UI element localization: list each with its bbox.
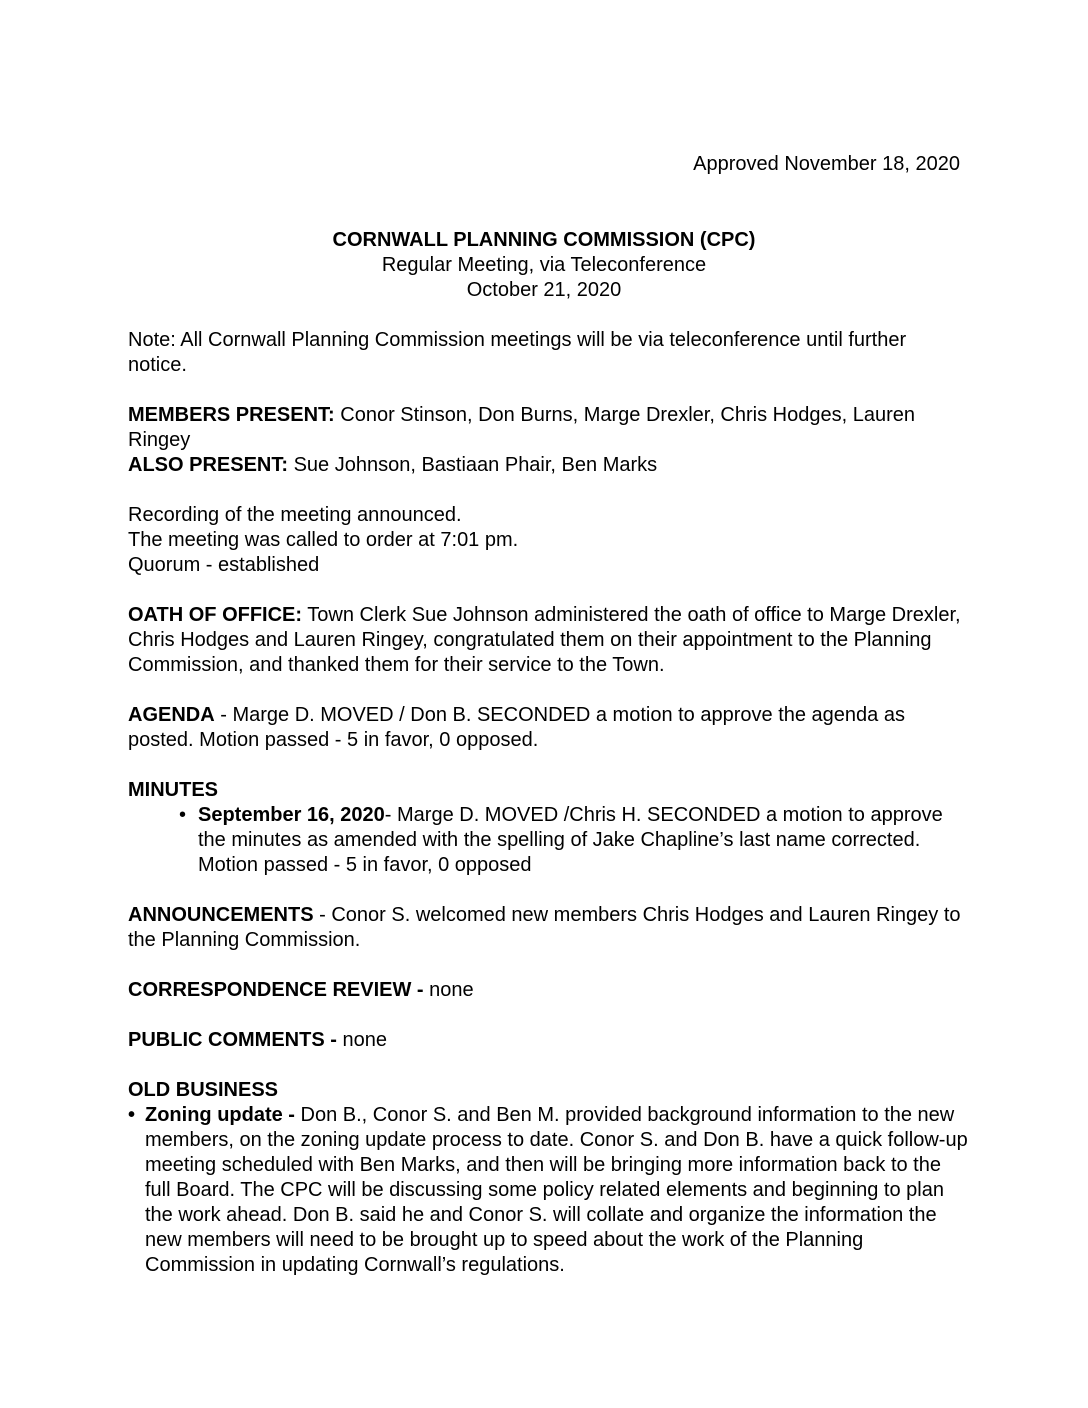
old-business-item-label: Zoning update - bbox=[145, 1104, 301, 1126]
minutes-item-label: September 16, 2020 bbox=[198, 804, 385, 826]
members-present-text: Conor Stinson, Don Burns, Marge Drexler, Chris Hodges, Lauren Ringey bbox=[128, 404, 915, 451]
minutes-item bbox=[179, 803, 968, 878]
also-present-label: ALSO PRESENT: bbox=[128, 454, 289, 476]
bullet-icon: • bbox=[128, 1104, 136, 1126]
minutes-section bbox=[128, 778, 968, 878]
also-present-text: Sue Johnson, Bastiaan Phair, Ben Marks bbox=[288, 454, 658, 476]
public-comments-label: PUBLIC COMMENTS - bbox=[128, 1029, 337, 1051]
members-present-label: MEMBERS PRESENT: bbox=[128, 404, 335, 426]
meeting-date: October 21, 2020 bbox=[466, 279, 622, 301]
old-business-section bbox=[128, 1078, 968, 1278]
oath-label: OATH OF OFFICE: bbox=[128, 604, 303, 626]
old-business-item bbox=[128, 1103, 968, 1278]
correspondence-text: none bbox=[423, 979, 474, 1001]
announcements-label: ANNOUNCEMENTS bbox=[128, 904, 314, 926]
oath-section bbox=[128, 603, 968, 678]
approval-note: Approved November 18, 2020 bbox=[693, 153, 960, 175]
agenda-section bbox=[128, 703, 968, 753]
correspondence-label: CORRESPONDENCE REVIEW - bbox=[128, 979, 424, 1001]
public-comments-section bbox=[128, 1028, 968, 1053]
minutes-item-text: - Marge D. MOVED /Chris H. SECONDED a motion to approve the minutes as amended with the spelling of Jake Chapline’s last name corrected. Motion passed - 5 in favor, 0 opposed bbox=[198, 804, 943, 876]
announcements-text: - Conor S. welcomed new members Chris Hodges and Lauren Ringey to the Planning Commission. bbox=[128, 904, 961, 951]
opening-line: Recording of the meeting announced. bbox=[128, 504, 462, 526]
opening-line: The meeting was called to order at 7:01 pm. bbox=[128, 529, 519, 551]
also-present-section bbox=[128, 453, 968, 478]
document-header bbox=[0, 228, 1088, 303]
minutes-label: MINUTES bbox=[128, 779, 218, 801]
public-comments-text: none bbox=[336, 1029, 387, 1051]
document-body bbox=[128, 328, 968, 1278]
old-business-item-text: Don B., Conor S. and Ben M. provided background information to the new members, on the zoning update process to date. Conor S. and Don B. have a quick follow-up meeting scheduled with Ben Marks, and then will be bringing more information back to the full Board. The CPC will be discussing some policy related elements and beginning to plan the work ahead. Don B. said he and Conor S. will collate and organize the information the new members will need to be brought up to speed about the work of the Planning Commission in updating Cornwall’s regulations. bbox=[145, 1104, 968, 1276]
bullet-icon: • bbox=[179, 804, 187, 826]
old-business-label: OLD BUSINESS bbox=[128, 1079, 279, 1101]
correspondence-section bbox=[128, 978, 968, 1003]
agenda-text: - Marge D. MOVED / Don B. SECONDED a motion to approve the agenda as posted. Motion passed - 5 in favor, 0 opposed. bbox=[128, 704, 905, 751]
teleconference-note: Note: All Cornwall Planning Commission meetings will be via teleconference until further notice. bbox=[128, 329, 907, 376]
announcements-section bbox=[128, 903, 968, 953]
oath-text: Town Clerk Sue Johnson administered the oath of office to Marge Drexler, Chris Hodges and Lauren Ringey, congratulated them on their appointment to the Planning Commission, and thanked them for their service to the Town. bbox=[128, 604, 961, 676]
opening-section bbox=[128, 503, 968, 578]
members-present-section bbox=[128, 403, 968, 453]
opening-line: Quorum - established bbox=[128, 554, 320, 576]
agenda-label: AGENDA bbox=[128, 704, 215, 726]
document-title: CORNWALL PLANNING COMMISSION (CPC) bbox=[332, 229, 756, 251]
meeting-type: Regular Meeting, via Teleconference bbox=[381, 254, 707, 276]
